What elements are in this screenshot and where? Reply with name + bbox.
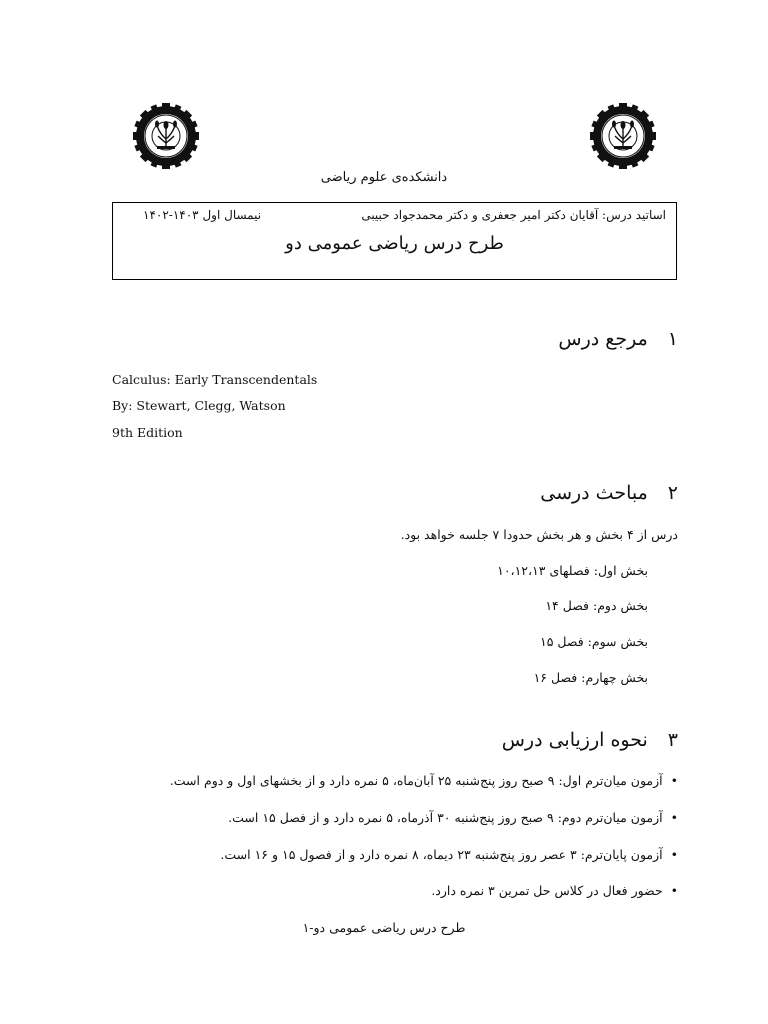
bullet-icon: • xyxy=(670,883,678,898)
topic-part: بخش چهارم: فصل ۱۶ xyxy=(533,670,648,685)
section-title: نحوه ارزیابی درس xyxy=(501,729,648,751)
evaluation-item xyxy=(220,847,678,862)
university-seal-icon xyxy=(590,103,656,169)
topic-part: بخش دوم: فصل ۱۴ xyxy=(545,598,648,613)
reference-edition: 9th Edition xyxy=(112,425,183,440)
university-seal-icon xyxy=(133,103,199,169)
course-header-box xyxy=(112,202,677,280)
course-title: طرح درس ریاضی عمومی دو xyxy=(285,233,504,254)
evaluation-item xyxy=(228,810,678,825)
semester: نیمسال اول ۱۴۰۳-۱۴۰۲ xyxy=(143,208,262,222)
evaluation-text: حضور فعال در کلاس حل تمرین ۳ نمره دارد. xyxy=(431,883,663,898)
left-university-seal xyxy=(133,103,199,169)
faculty-name: دانشکده‌ی علوم ریاضی xyxy=(320,170,448,185)
topic-part: بخش سوم: فصل ۱۵ xyxy=(539,634,648,649)
page-footer: طرح درس ریاضی عمومی دو-۱ xyxy=(302,920,466,935)
section-title: مباحث درسی xyxy=(540,482,648,504)
evaluation-text: آزمون میان‌ترم اول: ۹ صبح روز پنج‌شنبه ۲۵ آبان‌ماه، ۵ نمره دارد و از بخشهای اول و دوم است. xyxy=(169,773,663,788)
section-number: ۲ xyxy=(667,482,678,504)
evaluation-text: آزمون پایان‌ترم: ۳ عصر روز پنج‌شنبه ۲۳ دیماه، ۸ نمره دارد و از فصول ۱۵ و ۱۶ است. xyxy=(220,847,663,862)
evaluation-item xyxy=(170,773,678,788)
reference-title: Calculus: Early Transcendentals xyxy=(112,372,318,387)
evaluation-item xyxy=(431,883,678,898)
instructors: اساتید درس: آقایان دکتر امیر جعفری و دکتر محمدجواد حبیبی xyxy=(361,208,666,222)
section-title: مرجع درس xyxy=(558,328,648,350)
section-heading-topics xyxy=(540,482,678,504)
right-university-seal xyxy=(590,103,656,169)
evaluation-text: آزمون میان‌ترم دوم: ۹ صبح روز پنج‌شنبه ۳۰ آذرماه، ۵ نمره دارد و از فصل ۱۵ است. xyxy=(228,810,663,825)
section-number: ۱ xyxy=(667,328,678,350)
bullet-icon: • xyxy=(670,810,678,825)
bullet-icon: • xyxy=(670,773,678,788)
section-heading-evaluation xyxy=(502,729,678,751)
section-number: ۳ xyxy=(667,729,678,751)
topic-part: بخش اول: فصلهای ۱۰،۱۲،۱۳ xyxy=(497,563,648,578)
bullet-icon: • xyxy=(670,847,678,862)
section-heading-reference xyxy=(558,328,678,350)
reference-authors: By: Stewart, Clegg, Watson xyxy=(112,398,286,413)
topics-intro: درس از ۴ بخش و هر بخش حدودا ۷ جلسه خواهد بود. xyxy=(400,527,678,542)
